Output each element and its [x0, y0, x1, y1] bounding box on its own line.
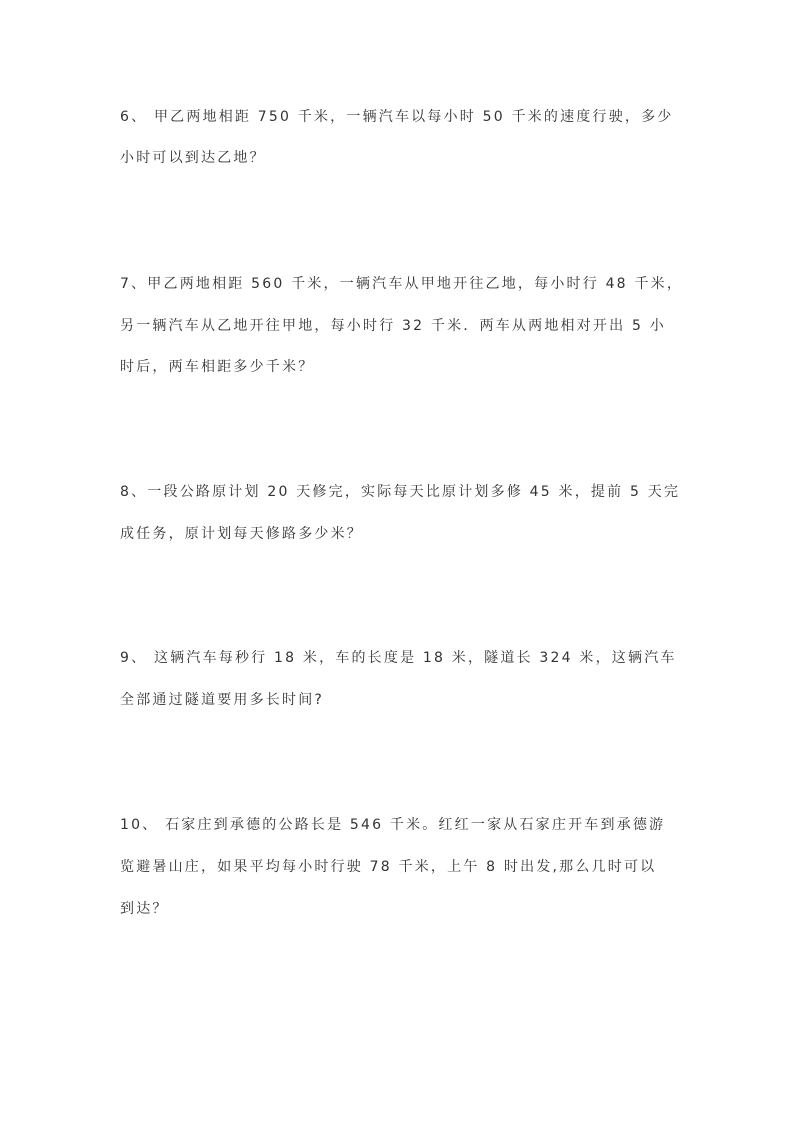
problem-8-line-1: 8、一段公路原计划 20 天修完，实际每天比原计划多修 45 米，提前 5 天完 — [120, 484, 681, 500]
problem-7-line-2: 另一辆汽车从乙地开往甲地，每小时行 32 千米．两车从两地相对开出 5 小 — [120, 318, 666, 334]
problem-7-line-1: 7、甲乙两地相距 560 千米，一辆汽车从甲地开往乙地，每小时行 48 千米， — [120, 276, 684, 292]
problem-9-line-2: 全部通过隧道要用多长时间? — [120, 692, 325, 708]
problem-8-line-2: 成任务，原计划每天修路多少米？ — [120, 526, 363, 542]
problem-6-line-1: 6、 甲乙两地相距 750 千米，一辆汽车以每小时 50 千米的速度行驶，多少 — [120, 109, 674, 125]
problem-10-line-2: 览避暑山庄，如果平均每小时行驶 78 千米，上午 8 时出发,那么几时可以 — [120, 859, 657, 875]
problem-7-line-3: 时后，两车相距多少千米？ — [120, 359, 315, 375]
problem-9-line-1: 9、 这辆汽车每秒行 18 米，车的长度是 18 米，隧道长 324 米，这辆汽车 — [120, 650, 677, 666]
problem-10-line-3: 到达？ — [120, 901, 169, 917]
problem-6-line-2: 小时可以到达乙地？ — [120, 150, 266, 166]
problem-10-line-1: 10、 石家庄到承德的公路长是 546 千米。红红一家从石家庄开车到承德游 — [120, 817, 666, 833]
